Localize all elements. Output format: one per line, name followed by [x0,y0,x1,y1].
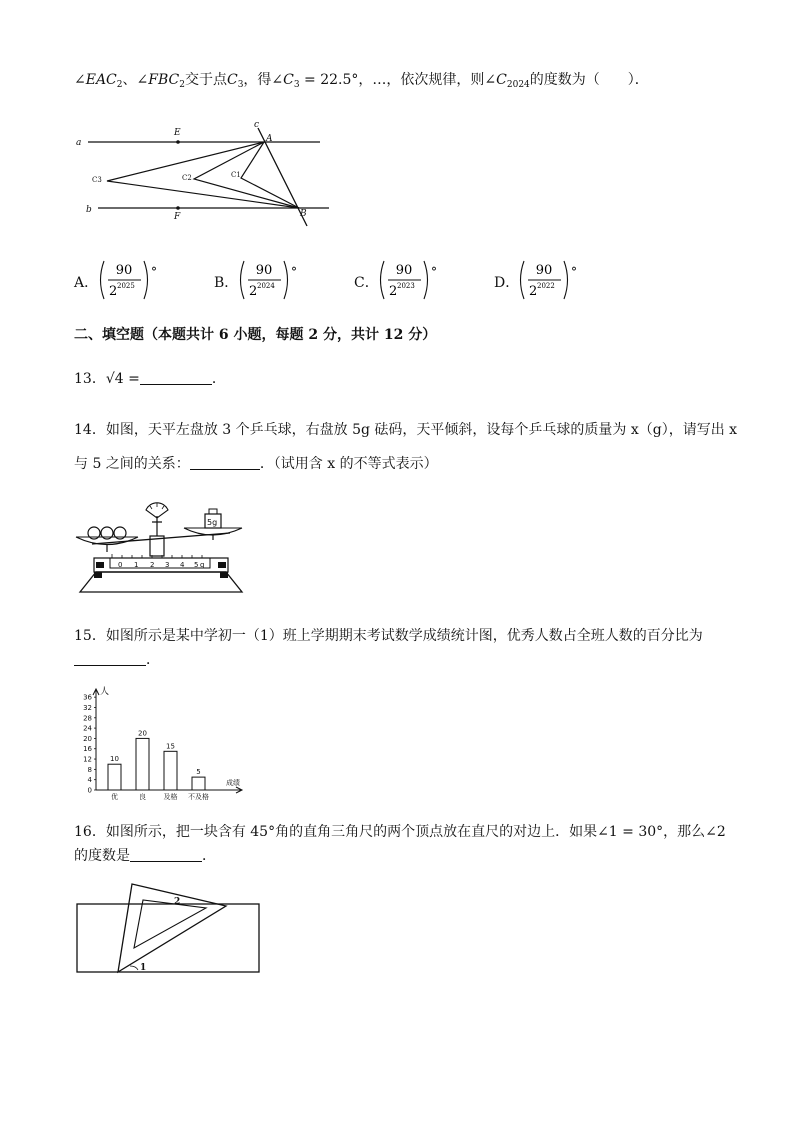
q16-end: ． [202,848,216,864]
label-c: c [254,120,260,130]
option-a-expr [96,258,166,302]
bar [108,764,121,790]
balance-base [80,572,242,592]
q14-line2a: 与 5 之间的关系： [74,456,190,472]
q15-line2 [74,650,160,670]
q12-angle-fbc: ∠FBC [136,72,180,88]
q12-point-c: C [226,72,238,88]
q16-line2 [74,846,216,866]
balance-figure [72,492,250,604]
ruler-triangle-figure [74,880,264,978]
weight-label: 5g [207,518,218,527]
q12-text [74,70,649,95]
option-num: 90 [535,263,553,278]
q12-angle-c3: ∠C [271,72,294,88]
bar-chart [70,684,250,802]
y-tick-label: 8 [87,765,92,774]
option-d-expr [516,258,586,302]
q12-sep: 、 [122,72,137,88]
option-num: 90 [255,263,273,278]
section-heading: 二、填空题（本题共计 6 小题，每题 2 分，共计 12 分） [74,327,437,343]
option-deg: ° [571,265,577,279]
y-tick-label: 28 [83,714,92,723]
label-f: F [174,212,181,222]
ruler-unit: g [200,561,205,569]
q14-answer-blank[interactable] [190,455,260,470]
angle-1-label: 1 [140,963,147,973]
option-exp: 2024 [257,282,275,290]
q12-sub: 3 [293,80,300,90]
straight-ruler [77,904,259,972]
label-a: a [76,138,82,148]
bar [136,738,149,790]
option-label: C． [354,275,379,291]
label-c3: C3 [92,176,102,184]
y-tick-label: 16 [83,745,92,754]
option-exp: 2025 [117,282,135,290]
bar-value-label: 20 [138,729,147,738]
label-e: E [174,128,181,138]
label-b: b [86,205,92,215]
y-tick-label: 24 [83,724,92,733]
q12-sub: 2 [179,80,185,90]
q12-sub: 3 [237,80,244,90]
bar-value-label: 10 [110,755,119,764]
q12-angle-target: ∠C [484,72,507,88]
ruler-tick: 5 [194,561,199,569]
y-tick-label: 32 [83,703,92,712]
y-tick-label: 20 [83,734,92,743]
label-b-point: B [300,209,307,219]
y-tick-label: 4 [87,776,92,785]
y-tick-label: 0 [87,786,92,795]
bar-value-label: 5 [196,768,201,777]
option-label: A． [74,275,99,291]
q12-sub: 2024 [506,80,530,90]
option-deg: ° [291,265,297,279]
label-c1: C1 [231,171,241,179]
option-exp: 2022 [537,282,555,290]
q16-line1: 16．如图所示，把一块含有 45°角的直角三角尺的两个顶点放在直尺的对边上．如果∠1 = 30°，那么∠2 [74,824,726,840]
angle-2-label: 2 [174,897,181,907]
q12-text-de: ，得 [243,72,272,88]
ruler-tick: 0 [118,561,123,569]
option-base: 2 [109,284,118,299]
category-label: 不及格 [188,793,209,801]
ruler-tick: 4 [180,561,185,569]
q12-ask: 的度数为（ ）． [529,72,649,88]
y-tick-label: 12 [83,755,92,764]
y-tick-label: 36 [83,693,92,702]
option-num: 90 [115,263,133,278]
y-axis-label: 人 [100,687,110,697]
q14-line1: 14．如图，天平左盘放 3 个乒乓球，右盘放 5g 砝码，天平倾斜，设每个乒乓球的质量为 x（g），请写出 x [74,422,738,438]
balance-body [94,558,228,572]
q12-rest: ，…，依次规律，则 [358,72,485,88]
q13-end: ． [211,371,226,387]
q13-num: 13． [74,371,106,387]
path-c2 [194,142,299,208]
q13-answer-blank[interactable] [140,370,212,385]
category-label: 优 [111,793,118,801]
category-label: 及格 [163,793,178,801]
option-b-expr [236,258,306,302]
q12-value: = 22.5° [299,72,359,88]
ruler-tick: 2 [150,561,155,569]
label-a-point: A [266,134,273,144]
q16-line2-text: 的度数是 [74,848,130,864]
option-label: D． [494,275,520,291]
q13-expr: √4 = [105,371,140,387]
label-c2: C2 [182,174,192,182]
bar-value-label: 15 [166,742,175,751]
option-label: B． [214,275,239,291]
q14-line2 [74,454,438,474]
category-label: 良 [139,793,146,801]
q16-answer-blank[interactable] [130,847,202,862]
q12-meet: 交于点 [184,72,227,88]
option-c-expr [376,258,446,302]
option-deg: ° [431,265,437,279]
option-num: 90 [395,263,413,278]
bar [192,777,205,790]
q13 [74,369,226,389]
q12-figure [74,118,344,230]
point-e [176,140,180,144]
x-axis-label: 成绩 [226,779,240,787]
ruler-tick: 1 [134,561,139,569]
q14-line2b: ．（试用含 x 的不等式表示） [259,456,438,472]
ruler-tick: 3 [165,561,170,569]
q15-answer-blank[interactable] [74,651,146,666]
option-exp: 2023 [397,282,415,290]
q15-end: ． [146,652,160,668]
q12-angle-eac: ∠EAC [74,72,117,88]
triangle-outer [118,884,226,972]
option-deg: ° [151,265,157,279]
q15-line1: 15．如图所示是某中学初一（1）班上学期期末考试数学成绩统计图，优秀人数占全班人数的百分比为 [74,628,703,644]
option-base: 2 [389,284,398,299]
q12-sub: 2 [116,80,123,90]
option-base: 2 [529,284,538,299]
point-f [176,206,180,210]
option-base: 2 [249,284,258,299]
bar [164,751,177,790]
